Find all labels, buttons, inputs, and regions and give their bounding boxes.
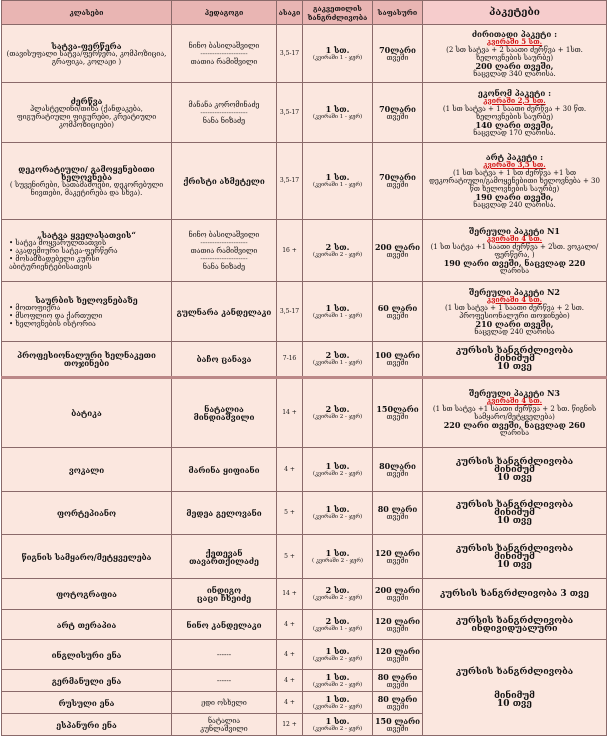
header-lessons: გაკვეთილის ხანგრძლივობა	[303, 1, 373, 25]
age-cell: 16 +	[277, 220, 303, 282]
package-duration-10: კურსის ხანგრძლივობა მინიმუმ 10 თვე	[423, 535, 607, 579]
table-row	[2, 492, 607, 535]
package-duration-10: კურსის ხანგრძლივობა მინიმუმ 10 თვე	[423, 448, 607, 492]
table-row	[2, 448, 607, 492]
price-cell: 80 ლარი თვეში	[373, 492, 423, 535]
age-cell: 4 +	[277, 640, 303, 670]
teacher-cell: ჟდი ოსხელი	[172, 692, 277, 714]
age-cell: 4 +	[277, 692, 303, 714]
price-cell: 120 ლარი თვეში	[373, 610, 423, 640]
teacher-cell: ბაჩო ცანავა	[172, 342, 277, 378]
teacher-cell: გულნარა კანდელაკი	[172, 282, 277, 342]
lessons-cell: 1 სთ. (კვირაში 1 - ჯერ)	[303, 83, 373, 143]
table-row	[2, 610, 607, 640]
table-row	[2, 579, 607, 610]
age-cell: 5 +	[277, 535, 303, 579]
price-cell: 60 ლარი თვეში	[373, 282, 423, 342]
class-cell: დეკორატიული/ გამოყენებითი ხელოვნება ( სუვენირები, სათამაშოები, დეკორებული ნივთები, მაკეტირება და სხვა).	[2, 143, 172, 220]
age-cell: 5 +	[277, 492, 303, 535]
class-cell: პროფესიონალური ხელნაკეთი თოჯინები	[2, 342, 172, 378]
schedule-table	[1, 0, 607, 736]
price-cell: 70ლარი თვეში	[373, 143, 423, 220]
lessons-cell: 1 სთ. (კვირაში 2 - ჯერ)	[303, 448, 373, 492]
class-cell: ბატიკა	[2, 378, 172, 448]
teacher-cell: ნინო კანდელაკი	[172, 610, 277, 640]
package-duration-3: კურსის ხანგრძლივობა 3 თვე	[423, 579, 607, 610]
teacher-cell: ინდიგო ცაცი ჩხეიძე	[172, 579, 277, 610]
class-cell: გერმანული ენა	[2, 670, 172, 692]
lessons-cell: 2 სთ. (კვირაში 1 - ჯერ)	[303, 610, 373, 640]
teacher-cell: ------	[172, 640, 277, 670]
package-mixed-2: შერეული პაკეტი N2 კვირაში 4 სთ. (1 სთ სატვა + 1 საათი ძერწვა + 2 სთ. პროფესიონალური თოჯინები) 210 ლარი თვეში, ნაცვლად 240 ლარისა	[423, 282, 607, 342]
class-cell: ინგლისური ენა	[2, 640, 172, 670]
table-row	[2, 640, 607, 670]
class-cell: არტ თერაპია	[2, 610, 172, 640]
teacher-cell: ნინო ბასილაშვილი -------------------- თათია რამიშვილი	[172, 25, 277, 83]
class-cell: ესპანური ენა	[2, 714, 172, 736]
lessons-cell: 1 სთ. (კვირაში 2 - ჯერ)	[303, 640, 373, 670]
class-cell: წიგნის სამყარო/მეტყველება	[2, 535, 172, 579]
header-class: კლასები	[2, 1, 172, 25]
package-duration-languages: კურსის ხანგრძლივობა მინიმუმ 10 თვე	[423, 640, 607, 736]
price-cell: 120 ლარი თვეში	[373, 535, 423, 579]
class-cell: რუსული ენა	[2, 692, 172, 714]
teacher-cell: ნატალია მინდიაშვილი	[172, 378, 277, 448]
price-cell: 100 ლარი თვეში	[373, 342, 423, 378]
teacher-cell: ნინო ბასილაშვილი -------------------- თათია რამიშვილი -------------------- ნანა ნიზაძე	[172, 220, 277, 282]
teacher-cell: მარინა ყიფიანი	[172, 448, 277, 492]
table-row	[2, 282, 607, 342]
table-row	[2, 378, 607, 448]
package-mixed-1: შერეული პაკეტი N1 კვირაში 4 სთ. (1 სთ სატვა +1 საათი ძერწვა + 2სთ. ვოკალი/ფერწერა, ) 190 ლარი თვეში, ნაცვლად 220 ლარისა	[423, 220, 607, 282]
table-row	[2, 25, 607, 83]
age-cell: 7-16	[277, 342, 303, 378]
lessons-cell: 1 სთ. (კვირაში 2 - ჯერ)	[303, 492, 373, 535]
lessons-cell: 1 სთ. (კვირაში 1 - ჯერ)	[303, 25, 373, 83]
age-cell: 12 +	[277, 714, 303, 736]
table-row	[2, 535, 607, 579]
class-cell: ფოტოგრაფია	[2, 579, 172, 610]
age-cell: 3,5-17	[277, 25, 303, 83]
age-cell: 4 +	[277, 670, 303, 692]
table-row	[2, 83, 607, 143]
package-duration-10: კურსის ხანგრძლივობა მინიმუმ 10 თვე	[423, 342, 607, 378]
header-packages: პაკეტები	[423, 1, 607, 25]
teacher-cell: ------	[172, 670, 277, 692]
class-cell: სატვა-ფერწერა (თავისუფალი სატვა/ფერწერა, კომპოზიცია, გრაფიკა, კოლაჟი )	[2, 25, 172, 83]
price-cell: 80ლარი თვეში	[373, 448, 423, 492]
teacher-cell: მედეა გელოვანი	[172, 492, 277, 535]
lessons-cell: 2 სთ. (კვირაში 2 - ჯერ)	[303, 220, 373, 282]
teacher-cell: ქეთევან თავართქილაძე	[172, 535, 277, 579]
age-cell: 3,5-17	[277, 282, 303, 342]
class-cell: ფორტეპიანო	[2, 492, 172, 535]
age-cell: 14 +	[277, 579, 303, 610]
age-cell: 3,5-17	[277, 83, 303, 143]
price-cell: 80 ლარი თვეში	[373, 670, 423, 692]
header-price: საფასური	[373, 1, 423, 25]
price-cell: 200 ლარი თვეში	[373, 579, 423, 610]
price-cell: 150 ლარი თვეში	[373, 714, 423, 736]
price-cell: 70ლარი თვეში	[373, 25, 423, 83]
lessons-cell: 2 სთ. (კვირაში 2 - ჯერ)	[303, 378, 373, 448]
package-duration-individual: კურსის ხანგრძლივობა ინდივიდუალური	[423, 610, 607, 640]
teacher-cell: ქრისტი ახმეტელი	[172, 143, 277, 220]
price-cell: 150ლარი თვეში	[373, 378, 423, 448]
lessons-cell: 1 სთ. (კვირაში 1 - ჯერ)	[303, 282, 373, 342]
table-row	[2, 143, 607, 220]
age-cell: 4 +	[277, 448, 303, 492]
package-art: არტ პაკეტი : კვირაში 3,5 სთ. (1 სთ სატვა + 1 სთ ძერწვა +1 სთ დეკორატიული/გამოყენებითი ხელოვნება + 30 წთ ხელოვნების საურბე) 190 ლარი თვეში, ნაცვლად 240 ლარისა.	[423, 143, 607, 220]
teacher-cell: ნატალია კუნლაშვილი	[172, 714, 277, 736]
package-econom: ეკონომ პაკეტი : კვირაში 2,5 სთ. (1 სთ სატვა + 1 საათი ძერწვა + 30 წთ. ხელოვნების საურბე) 140 ლარი თვეში, ნაცვლად 170 ლარისა.	[423, 83, 607, 143]
header-teacher: პედაგოგი	[172, 1, 277, 25]
lessons-cell: 2 სთ. (კვირაში 2 - ჯერ)	[303, 579, 373, 610]
age-cell: 4 +	[277, 610, 303, 640]
package-mixed-3: შერეული პაკეტი N3 კვირაში 4 სთ. (1 სთ სატვა +1 საათი ძერწვა + 2 სთ. წიგნის სამყარო/მეტყველება) 220 ლარი თვეში, ნაცვლად 260 ლარისა	[423, 378, 607, 448]
class-cell: საურბის ხელოვნებაზე • მოთოფიქრა • მსოფლიო და ქართული • ხელოვნების ისტორია	[2, 282, 172, 342]
lessons-cell: 1 სთ. (კვირაში 2 - ჯერ)	[303, 692, 373, 714]
class-cell: „სატვა ყველასათვის“ • სატვა მოყვარულთათვის • აკადემიური სატვა-ფერწერა • მოსამზადებელი კურსი აბიტურიენტებისათვის	[2, 220, 172, 282]
price-cell: 70ლარი თვეში	[373, 83, 423, 143]
age-cell: 3,5-17	[277, 143, 303, 220]
lessons-cell: 1 სთ. (კვირაში 1 - ჯერ)	[303, 143, 373, 220]
price-cell: 200 ლარი თვეში	[373, 220, 423, 282]
price-cell: 80 ლარი თვეში	[373, 692, 423, 714]
class-cell: ძერწვა პლასტელინი/თიხა (ქანდაკება, ფიგურატიული ფიგურები, კრეატიული კომპოზიციები)	[2, 83, 172, 143]
price-cell: 120 ლარი თვეში	[373, 640, 423, 670]
lessons-cell: 1 სთ. ( კვირაში 2 - ჯერ)	[303, 535, 373, 579]
table-row	[2, 220, 607, 282]
header-age: ასაკი	[277, 1, 303, 25]
class-cell: ვოკალი	[2, 448, 172, 492]
lessons-cell: 2 სთ. (კვირაში 1 - ჯერ)	[303, 342, 373, 378]
package-duration-10: კურსის ხანგრძლივობა მინიმუმ 10 თვე	[423, 492, 607, 535]
lessons-cell: 1 სთ. (კვირაში 2 - ჯერ)	[303, 714, 373, 736]
teacher-cell: მანანა კორომინაძე -------------------- ნანა ნიზაძე	[172, 83, 277, 143]
table-row	[2, 342, 607, 378]
package-main: ძირითადი პაკეტი : კვირაში 5 სთ. (2 სთ სატვა + 2 საათი ძერწვა + 1სთ. ხელოვნების საურბე) 200 ლარი თვეში, ნაცვლად 340 ლარისა.	[423, 25, 607, 83]
lessons-cell: 1 სთ. (კვირაში 2 - ჯერ)	[303, 670, 373, 692]
age-cell: 14 +	[277, 378, 303, 448]
